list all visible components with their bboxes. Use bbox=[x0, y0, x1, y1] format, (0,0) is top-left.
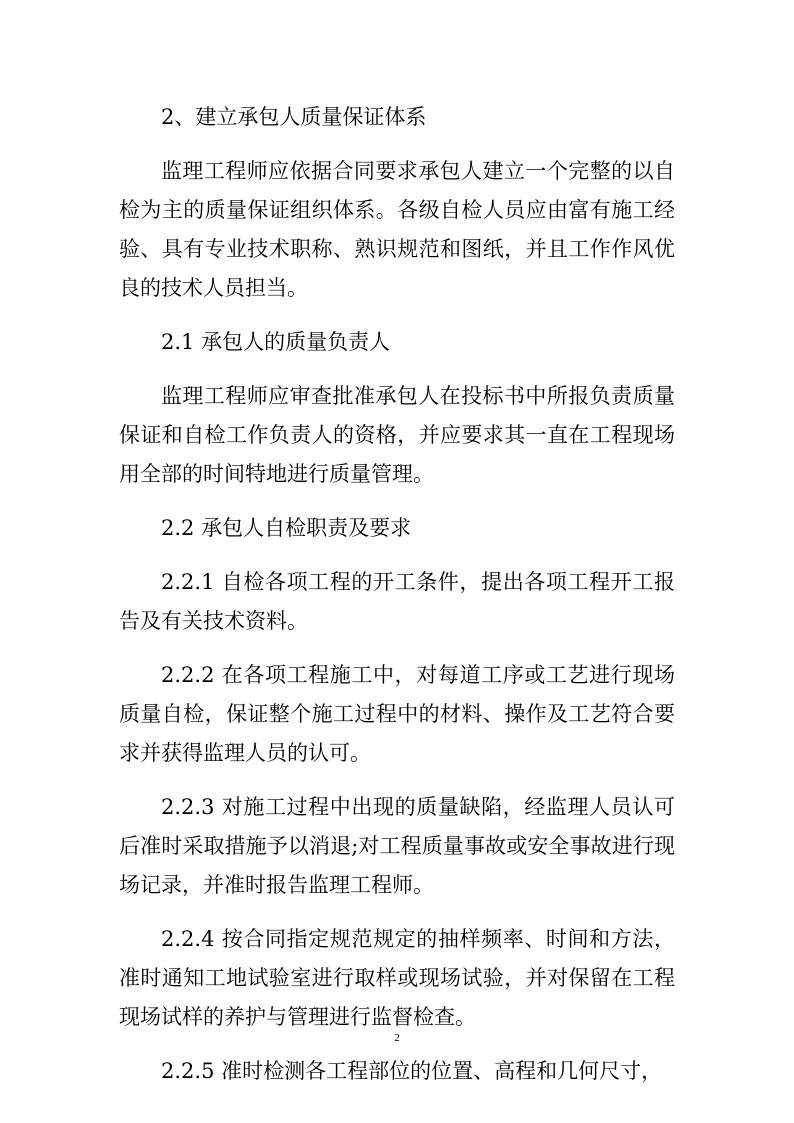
document-body bbox=[119, 98, 675, 1091]
paragraph-gap bbox=[119, 494, 675, 509]
paragraph-gap bbox=[119, 548, 675, 563]
page-number: 2 bbox=[394, 1032, 400, 1044]
paragraph-gap bbox=[119, 641, 675, 656]
paragraph-gap bbox=[119, 362, 675, 377]
body-paragraph: 监理工程师应依据合同要求承包人建立一个完整的以自检为主的质量保证组织体系。各级自检人员应由富有施工经验、具有专业技术职称、熟识规范和图纸，并且工作作风优良的技术人员担当。 bbox=[119, 159, 675, 300]
section-heading: 2、建立承包人质量保证体系 bbox=[161, 105, 427, 129]
list-paragraph: 2.2.3 对施工过程中出现的质量缺陷，经监理人员认可后准时采取措施予以消退;对工程质量事故或安全事故进行现场记录，并准时报告监理工程师。 bbox=[119, 795, 675, 897]
list-paragraph: 2.2.5 准时检测各工程部位的位置、高程和几何尺寸， bbox=[161, 1059, 663, 1083]
list-paragraph: 2.2.4 按合同指定规范规定的抽样频率、时间和方法，准时通知工地试验室进行取样或现场试验，并对保留在工程现场试样的养护与管理进行监督检查。 bbox=[119, 927, 675, 1029]
paragraph-gap bbox=[119, 773, 675, 788]
paragraph-gap bbox=[119, 905, 675, 920]
subsection-heading: 2.2 承包人自检职责及要求 bbox=[161, 516, 412, 540]
paragraph-gap bbox=[119, 308, 675, 323]
subsection-heading: 2.1 承包人的质量负责人 bbox=[161, 330, 391, 354]
list-paragraph: 2.2.1 自检各项工程的开工条件，提出各项工程开工报告及有关技术资料。 bbox=[119, 570, 675, 633]
body-paragraph: 监理工程师应审查批准承包人在投标书中所报负责质量保证和自检工作负责人的资格，并应要求其一直在工程现场用全部的时间特地进行质量管理。 bbox=[119, 384, 675, 486]
paragraph-gap bbox=[119, 137, 675, 152]
list-paragraph: 2.2.2 在各项工程施工中，对每道工序或工艺进行现场质量自检，保证整个施工过程中的材料、操作及工艺符合要求并获得监理人员的认可。 bbox=[119, 663, 675, 765]
